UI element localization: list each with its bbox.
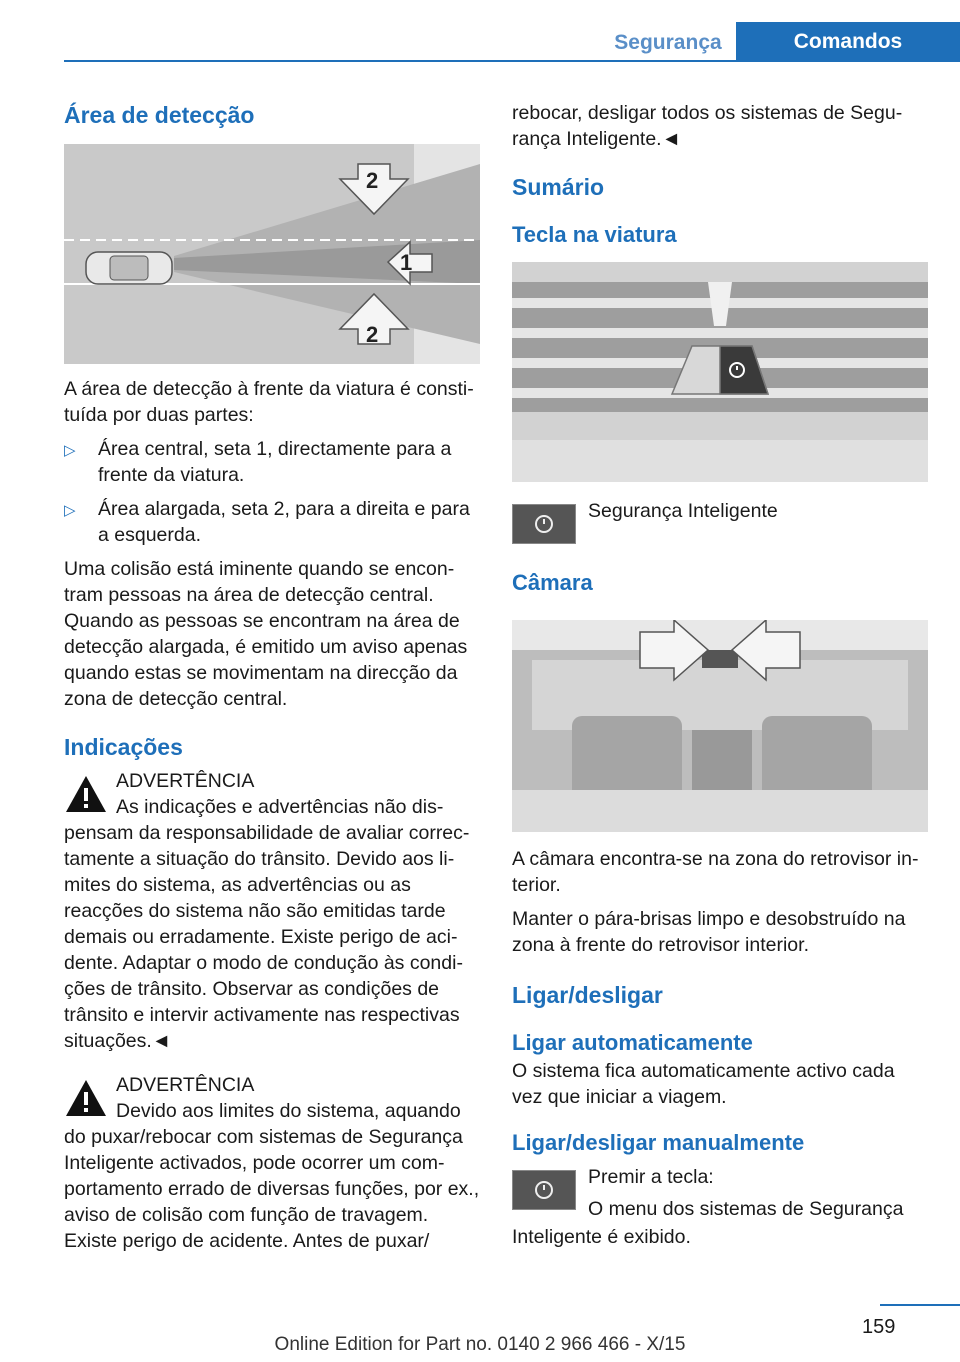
warning-first-line: As indicações e advertências não dis‐ <box>116 796 444 818</box>
warning-icon <box>64 1078 108 1118</box>
warning-text: do puxar/rebocar com sistemas de Segurança Inteligente activados, pode ocorrer um com‐portamento errado de diversas funções, por ex., aviso de colisão com função de travagem. Existe perigo de acidente. Antes de puxar/ <box>64 1126 480 1252</box>
warning-first-line: Devido aos limites do sistema, aquando <box>116 1100 461 1122</box>
interior-photo <box>512 620 928 832</box>
heading-detection-area: Área de detecção <box>64 102 255 128</box>
right-column <box>512 100 928 1250</box>
heading-vehicle-button: Tecla na viatura <box>512 222 677 247</box>
svg-text:1: 1 <box>400 250 413 275</box>
detection-diagram <box>64 144 480 364</box>
left-column <box>64 100 480 1262</box>
svg-text:2: 2 <box>366 168 379 193</box>
chapter-tab[interactable]: Comandos <box>736 22 960 62</box>
intelligent-safety-button-icon[interactable] <box>512 504 576 544</box>
intelligent-safety-button-icon[interactable] <box>512 1170 576 1210</box>
menu-text-rest: Inteligente é exibido. <box>512 1226 691 1248</box>
svg-text:2: 2 <box>366 322 379 347</box>
heading-on-off: Ligar/desligar <box>512 982 663 1008</box>
edition-footer: Online Edition for Part no. 0140 2 966 466 - X/15 <box>274 1334 686 1355</box>
triangle-bullet-icon: ▷ <box>64 442 76 459</box>
auto-paragraph: O sistema fica automaticamente activo cada vez que iniciar a viagem. <box>512 1060 895 1108</box>
list-item: ▷ Área alargada, seta 2, para a direita e para a esquerda. <box>64 498 470 546</box>
heading-camera: Câmara <box>512 570 593 595</box>
warning-title: ADVERTÊNCIA <box>116 1074 255 1096</box>
section-tab[interactable]: Segurança <box>614 31 722 54</box>
intro-paragraph: A área de detecção à frente da viatura é consti‐tuída por duas partes: <box>64 378 474 426</box>
car-icon <box>86 252 172 284</box>
warning-title: ADVERTÊNCIA <box>116 770 255 792</box>
heading-notes: Indicações <box>64 734 183 760</box>
footer-rule <box>880 1304 960 1306</box>
warning-block <box>64 768 480 1054</box>
camera-photo <box>512 620 928 832</box>
heading-summary: Sumário <box>512 174 605 200</box>
press-text: Premir a tecla: <box>588 1166 714 1188</box>
menu-text-first: O menu dos sistemas de Segurança <box>588 1198 904 1220</box>
warning-icon <box>64 774 108 814</box>
triangle-bullet-icon: ▷ <box>64 502 76 519</box>
heading-manual: Ligar/desligar manualmente <box>512 1130 805 1155</box>
page-number: 159 <box>862 1316 896 1338</box>
list-item: ▷ Área central, seta 1, directamente para a frente da viatura. <box>64 438 452 486</box>
button-legend-row <box>512 498 928 558</box>
detection-area-figure <box>64 144 480 364</box>
vehicle-button-photo <box>512 262 928 482</box>
button-label: Segurança Inteligente <box>588 500 778 522</box>
continued-paragraph: rebocar, desligar todos os sistemas de Segu‐rança Inteligente.◄ <box>512 102 903 150</box>
warning-block <box>64 1072 480 1254</box>
press-button-row <box>512 1164 928 1224</box>
grille-photo <box>512 262 928 482</box>
camera-paragraph-1: A câmara encontra-se na zona do retrovisor in‐terior. <box>512 848 919 896</box>
warning-text: pensam da responsabilidade de avaliar correc‐tamente a situação do trânsito. Devido aos li‐mites do sistema, as advertências ou as reacções do sistema não são emitidas tarde demais ou erradamente. Existe perigo de aci‐dente. Adaptar o modo de condução às condi‐ções de trânsito. Observar as condições de trânsito e intervir activamente nas respectivas situações.◄ <box>64 822 470 1052</box>
collision-paragraph: Uma colisão está iminente quando se encon‐tram pessoas na área de detecção central. Quando as pessoas se encontram na área de detecção alargada, é emitido um aviso apenas quando estas se movimentam na direcção da zona de detecção central. <box>64 558 468 710</box>
heading-auto: Ligar automaticamente <box>512 1030 753 1055</box>
camera-paragraph-2: Manter o pára-brisas limpo e desobstruído na zona à frente do retrovisor interior. <box>512 908 906 956</box>
